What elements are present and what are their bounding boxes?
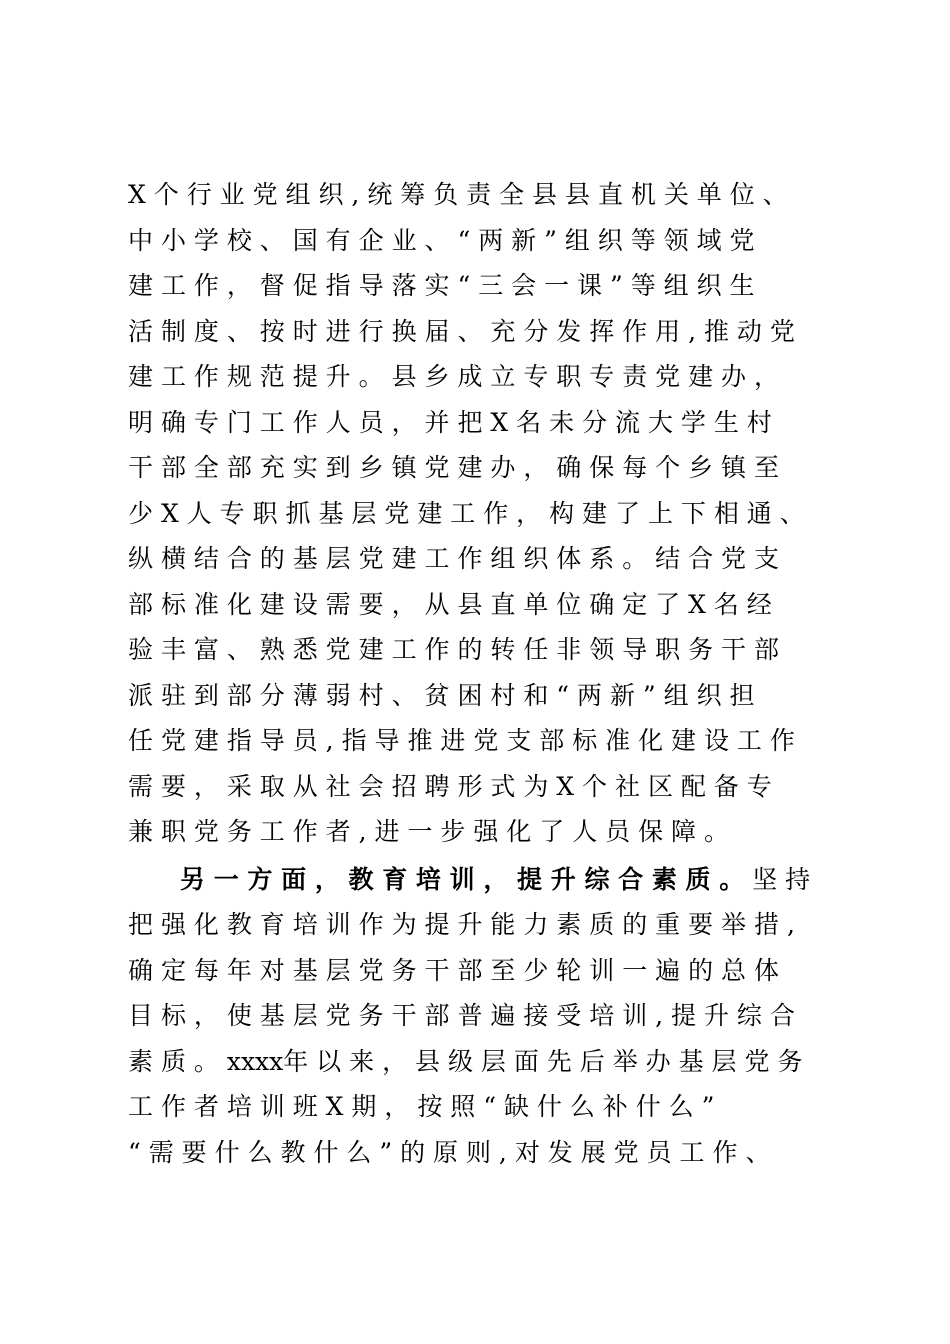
text-line: 需 要 ， 采 取 从 社 会 招 聘 形 式 为 X 个 社 区 配 备 专 [128, 771, 772, 801]
text-line: 派 驻 到 部 分 薄 弱 村 、 贫 困 村 和 “ 两 新 ” 组 织 担 [128, 680, 755, 710]
text-line: 素 质 。 xxxx年 以 来 ， 县 级 层 面 先 后 举 办 基 层 党 务 [128, 1046, 803, 1076]
text-line: 明 确 专 门 工 作 人 员 ， 并 把 X 名 未 分 流 大 学 生 村 [128, 407, 772, 437]
text-line: 活 制 度 、 按 时 进 行 换 届 、 充 分 发 挥 作 用 , 推 动 党 [128, 316, 795, 346]
text-line [128, 857, 828, 903]
text-line: 验 丰 富 、 熟 悉 党 建 工 作 的 转 任 非 领 导 职 务 干 部 [128, 635, 779, 664]
text-line: 确 定 每 年 对 基 层 党 务 干 部 至 少 轮 训 一 遍 的 总 体 [128, 955, 779, 985]
text-line: X 个 行 业 党 组 织 , 统 筹 负 责 全 县 县 直 机 关 单 位 、 [128, 180, 788, 209]
paragraph-2 [128, 857, 828, 1176]
text-run: 坚 持 [752, 864, 811, 894]
text-line: 纵 横 结 合 的 基 层 党 建 工 作 组 织 体 系 。 结 合 党 支 [128, 544, 779, 573]
text-line: 把 强 化 教 育 培 训 作 为 提 升 能 力 素 质 的 重 要 举 措 , [128, 910, 795, 939]
text-line: “ 需 要 什 么 教 什 么 ” 的 原 则 , 对 发 展 党 员 工 作 、 [128, 1137, 771, 1167]
paragraph-1 [128, 172, 828, 855]
text-line: 建 工 作 规 范 提 升 。 县 乡 成 立 专 职 专 责 党 建 办 ， [128, 362, 779, 391]
text-line: 建 工 作 ， 督 促 指 导 落 实 “ 三 会 一 课 ” 等 组 织 生 [128, 271, 755, 300]
paragraph-heading: 另 一 方 面 ， 教 育 培 训 ， 提 升 综 合 素 质 。 [180, 864, 745, 894]
text-line: 干 部 全 部 充 实 到 乡 镇 党 建 办 ， 确 保 每 个 乡 镇 至 [128, 453, 779, 482]
text-line: 目 标 ， 使 基 层 党 务 干 部 普 遍 接 受 培 训 , 提 升 综 合 [128, 1001, 795, 1030]
text-line: 少 X 人 专 职 抓 基 层 党 建 工 作 ， 构 建 了 上 下 相 通 、 [128, 498, 805, 528]
text-line: 任 党 建 指 导 员 , 指 导 推 进 党 支 部 标 准 化 建 设 工 作 [128, 726, 795, 755]
text-line: 部 标 准 化 建 设 需 要 ， 从 县 直 单 位 确 定 了 X 名 经 [128, 589, 772, 619]
text-line: 兼 职 党 务 工 作 者 , 进 一 步 强 化 了 人 员 保 障 。 [128, 817, 729, 846]
text-line: 工 作 者 培 训 班 X 期 ， 按 照 “ 缺 什 么 补 什 么 ” [128, 1092, 715, 1121]
body-text [128, 172, 828, 1175]
text-line: 中 小 学 校 、 国 有 企 业 、 “ 两 新 ” 组 织 等 领 域 党 [128, 225, 755, 255]
